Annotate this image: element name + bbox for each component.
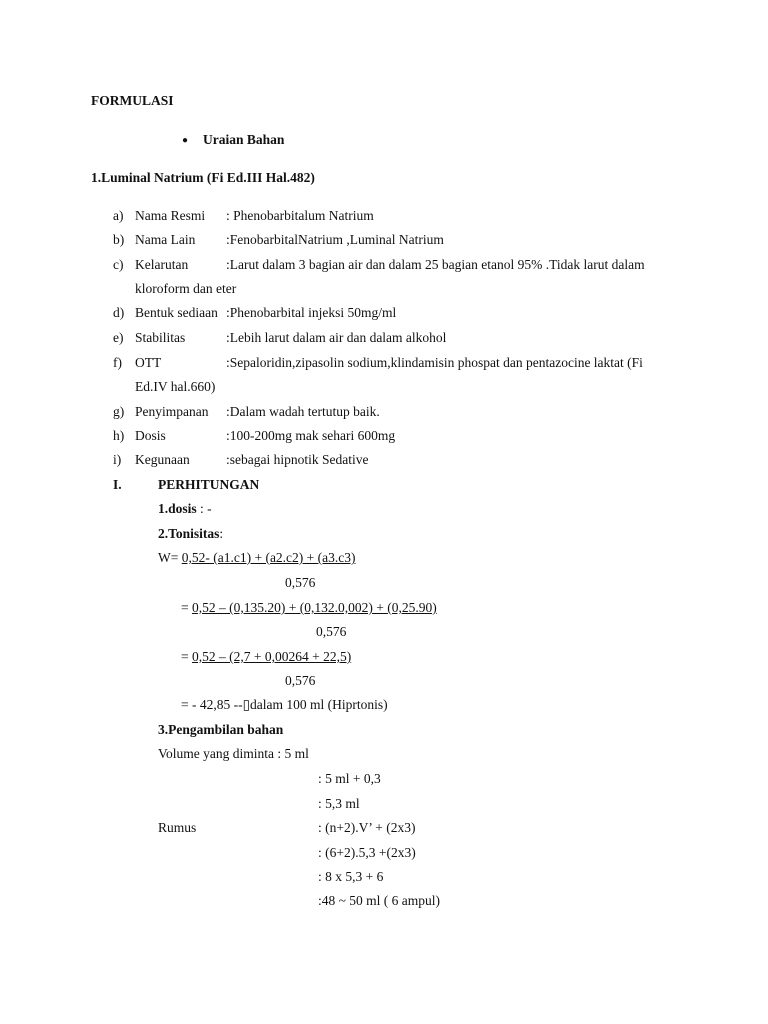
volume-line: Volume yang diminta : 5 ml	[158, 746, 309, 761]
bullet-heading: Uraian Bahan	[203, 132, 285, 147]
item-label: Stabilitas	[135, 330, 186, 345]
section-heading-perhitungan: PERHITUNGAN	[158, 477, 260, 492]
rumus-label: Rumus	[158, 820, 197, 835]
formula-w-prefix: W=	[158, 550, 182, 565]
volume-calc-line: : 5 ml + 0,3	[318, 771, 381, 786]
page-title: FORMULASI	[91, 93, 174, 108]
item-value: :Lebih larut dalam air dan dalam alkohol	[226, 330, 447, 345]
formula-denominator-3: 0,576	[285, 673, 316, 688]
item-value: :Phenobarbital injeksi 50mg/ml	[226, 305, 397, 320]
formula-equals: =	[181, 649, 192, 664]
item-value-continuation: Ed.IV hal.660)	[135, 379, 216, 394]
item-label: Nama Lain	[135, 232, 196, 247]
rumus-line: :48 ~ 50 ml ( 6 ampul)	[318, 893, 441, 908]
dosis-value: : -	[196, 501, 212, 516]
item-marker: g)	[113, 404, 125, 419]
item-value: :100-200mg mak sehari 600mg	[226, 428, 396, 443]
formula-line-1	[158, 550, 356, 566]
formula-numerator-1: 0,52- (a1.c1) + (a2.c2) + (a3.c3)	[181, 550, 356, 565]
formula-result: = - 42,85 --▯dalam 100 ml (Hiprtonis)	[181, 697, 388, 712]
item-marker: e)	[113, 330, 124, 345]
item-value: :Dalam wadah tertutup baik.	[226, 404, 380, 419]
item-label: OTT	[135, 355, 162, 370]
item-value: :sebagai hipnotik Sedative	[226, 452, 369, 467]
rumus-line: : (n+2).V’ + (2x3)	[318, 820, 416, 835]
item-value-continuation: kloroform dan eter	[135, 281, 237, 296]
formula-numerator-2: 0,52 – (0,135.20) + (0,132.0,002) + (0,25.90)	[192, 600, 437, 615]
item-label: Dosis	[135, 428, 166, 443]
item-marker: f)	[113, 355, 122, 370]
item-marker: h)	[113, 428, 125, 443]
rumus-line: : 8 x 5,3 + 6	[318, 869, 384, 884]
item-marker: c)	[113, 257, 124, 272]
formula-denominator-1: 0,576	[285, 575, 316, 590]
tonisitas-label: 2.Tonisitas	[158, 526, 220, 541]
item-value: :Sepaloridin,zipasolin sodium,klindamisin phospat dan pentazocine laktat (Fi	[226, 355, 643, 370]
item-label: Kelarutan	[135, 257, 189, 272]
item-marker: a)	[113, 208, 124, 223]
item-marker: b)	[113, 232, 125, 247]
volume-calc-line: : 5,3 ml	[318, 796, 360, 811]
item-label: Kegunaan	[135, 452, 190, 467]
item-value: :FenobarbitalNatrium ,Luminal Natrium	[226, 232, 444, 247]
item-label: Bentuk sediaan	[135, 305, 218, 320]
formula-denominator-2: 0,576	[316, 624, 347, 639]
dosis-label: 1.dosis	[158, 501, 197, 516]
item-value: :Larut dalam 3 bagian air dan dalam 25 bagian etanol 95% .Tidak larut dalam	[226, 257, 645, 272]
rumus-line: : (6+2).5,3 +(2x3)	[318, 845, 416, 860]
item-label: Nama Resmi	[135, 208, 206, 223]
item-marker: d)	[113, 305, 125, 320]
tonisitas-line	[158, 526, 223, 542]
formula-numerator-3: 0,52 – (2,7 + 0,00264 + 22,5)	[192, 649, 352, 664]
item-marker: i)	[113, 452, 122, 467]
formula-equals: =	[181, 600, 192, 615]
section-marker: I.	[113, 477, 122, 492]
formula-line-3	[181, 649, 351, 665]
section-heading-luminal: 1.Luminal Natrium (Fi Ed.III Hal.482)	[91, 170, 315, 185]
formula-line-2	[181, 600, 437, 616]
item-label: Penyimpanan	[135, 404, 209, 419]
tonisitas-colon: :	[219, 526, 224, 541]
item-value: : Phenobarbitalum Natrium	[226, 208, 374, 223]
dosis-line	[158, 501, 212, 517]
pengambilan-heading: 3.Pengambilan bahan	[158, 722, 284, 737]
bullet-icon: ●	[182, 135, 189, 146]
